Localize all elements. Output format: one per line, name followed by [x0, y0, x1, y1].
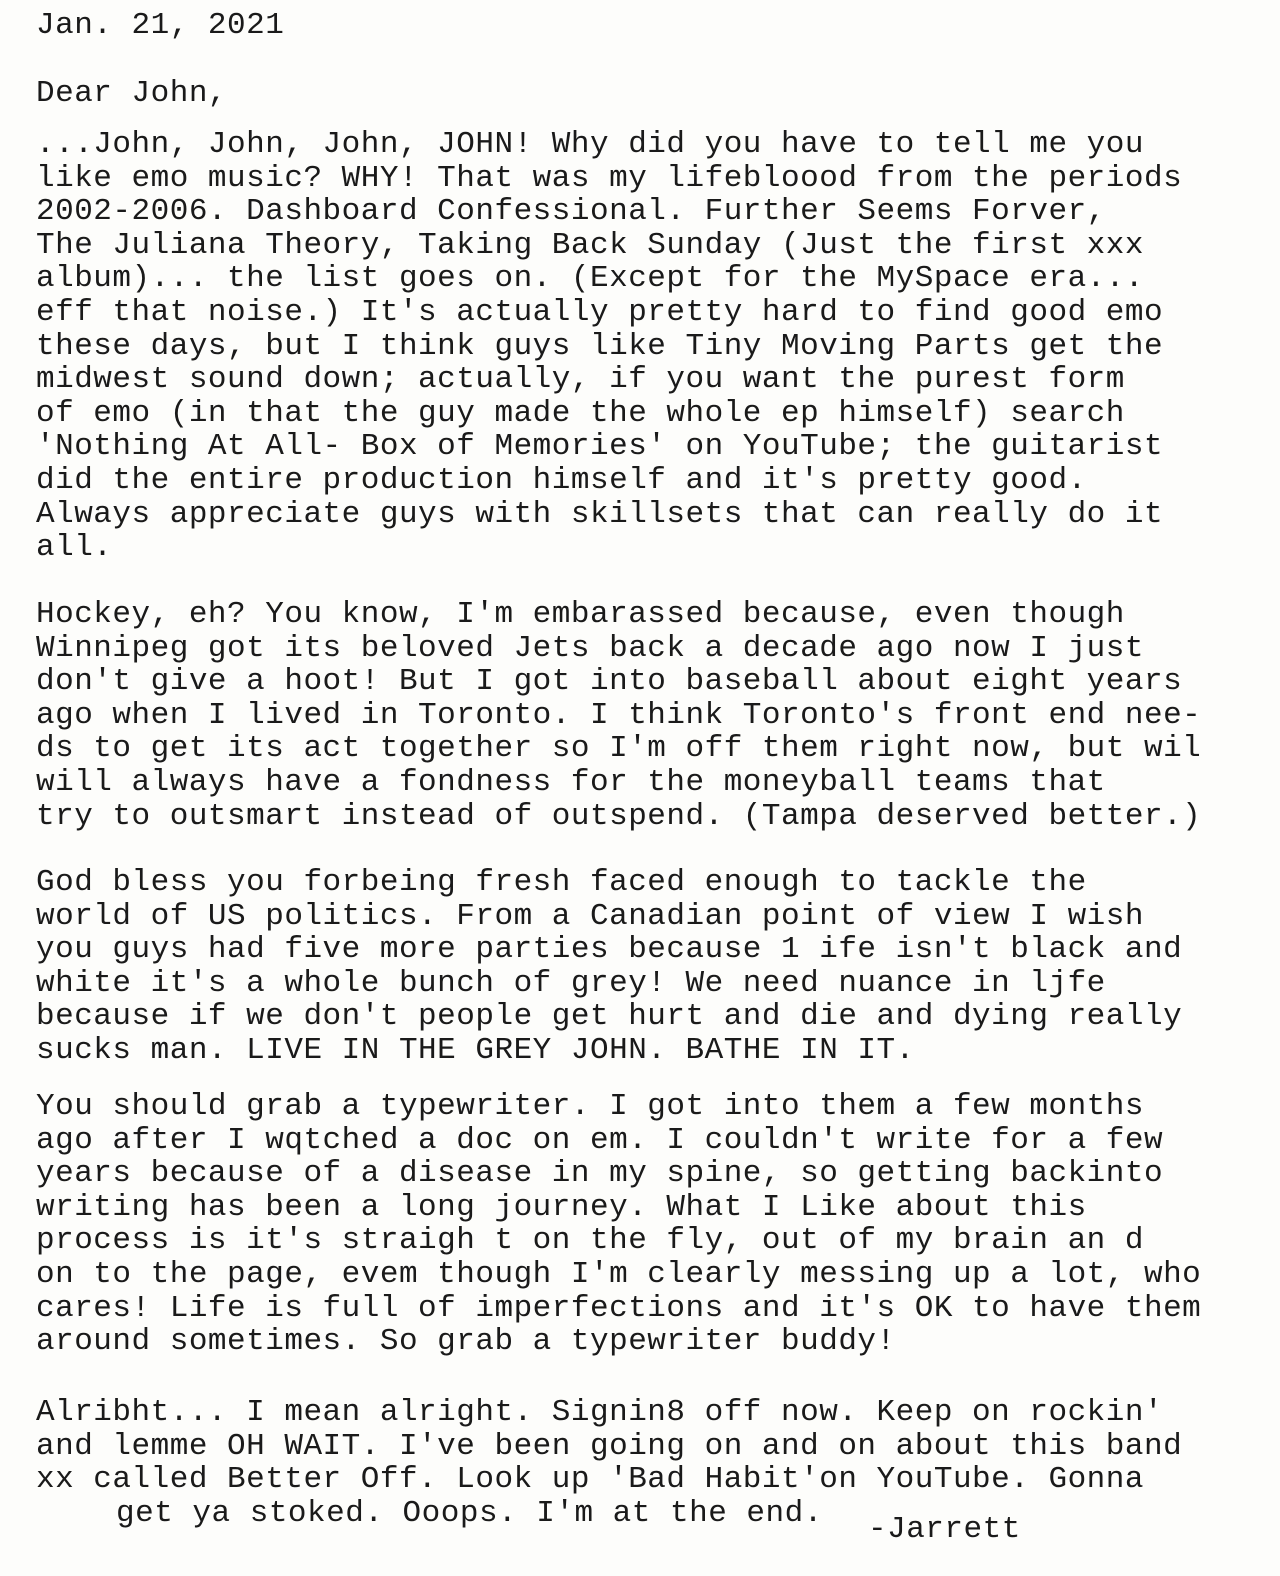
- text-line: these days, but I think guys like Tiny Moving Parts get the: [36, 328, 1164, 364]
- text-line: like emo music? WHY! That was my lifebloood from the periods: [36, 160, 1183, 196]
- text-line: xx called Better Off. Look up 'Bad Habit'on YouTube. Gonna: [36, 1462, 1144, 1498]
- text-line: ...John, John, John, JOHN! Why did you have to tell me you: [36, 127, 1144, 162]
- text-line: writing has been a long journey. What I Like about this: [36, 1189, 1087, 1225]
- text-line: on to the page, evem though I'm clearly messing up a lot, who: [36, 1256, 1202, 1292]
- text-line: sucks man. LIVE IN THE GREY JOHN. BATHE IN IT.: [36, 1032, 915, 1068]
- text-line: world of US politics. From a Canadian point of view I wish: [36, 898, 1144, 934]
- signature: -Jarrett: [868, 1512, 1021, 1547]
- text-line: will always have a fondness for the moneyball teams that: [36, 764, 1106, 800]
- text-line: ago after I wqtched a doc on em. I couldn't write for a few: [36, 1122, 1164, 1158]
- text-line: Alribht... I mean alright. Signin8 off now. Keep on rockin': [36, 1395, 1164, 1430]
- paragraph-emo: [36, 128, 1182, 565]
- paragraph-hockey: [36, 598, 1201, 833]
- text-line: white it's a whole bunch of grey! We need nuance in ljfe: [36, 965, 1106, 1001]
- text-line: Hockey, eh? You know, I'm embarassed because, even though: [36, 597, 1125, 632]
- text-line: ds to get its act together so I'm off them right now, but wil: [36, 731, 1202, 767]
- text-line: You should grab a typewriter. I got into them a few months: [36, 1089, 1144, 1124]
- paragraph-signoff: [36, 1396, 1182, 1530]
- text-line: 2002-2006. Dashboard Confessional. Further Seems Forver,: [36, 194, 1106, 230]
- text-line: years because of a disease in my spine, so getting backinto: [36, 1156, 1164, 1192]
- text-line: Always appreciate guys with skillsets that can really do it: [36, 496, 1164, 532]
- text-line: ago when I lived in Toronto. I think Toronto's front end nee-: [36, 697, 1202, 733]
- letter-date: Jan. 21, 2021: [36, 8, 285, 43]
- text-line: God bless you forbeing fresh faced enough to tackle the: [36, 865, 1087, 900]
- text-line: get ya stoked. Ooops. I'm at the end.: [116, 1495, 823, 1531]
- text-line: Winnipeg got its beloved Jets back a decade ago now I just: [36, 630, 1144, 666]
- text-line: you guys had five more parties because 1 ife isn't black and: [36, 932, 1183, 968]
- paragraph-politics: [36, 866, 1182, 1068]
- text-line: around sometimes. So grab a typewriter buddy!: [36, 1324, 896, 1360]
- text-line: process is it's straigh t on the fly, out of my brain an d: [36, 1223, 1144, 1259]
- letter-salutation: Dear John,: [36, 76, 228, 111]
- text-line: midwest sound down; actually, if you want the purest form: [36, 362, 1125, 398]
- text-line: of emo (in that the guy made the whole ep himself) search: [36, 395, 1125, 431]
- text-line: 'Nothing At All- Box of Memories' on YouTube; the guitarist: [36, 429, 1164, 465]
- paragraph-typewriter: [36, 1090, 1201, 1359]
- text-line: try to outsmart instead of outspend. (Tampa deserved better.): [36, 798, 1202, 834]
- text-line: eff that noise.) It's actually pretty hard to find good emo: [36, 294, 1164, 330]
- text-line: all.: [36, 530, 113, 566]
- text-line: The Juliana Theory, Taking Back Sunday (Just the first xxx: [36, 227, 1144, 263]
- text-line: cares! Life is full of imperfections and it's OK to have them: [36, 1290, 1202, 1326]
- text-line: and lemme OH WAIT. I've been going on and on about this band: [36, 1428, 1183, 1464]
- text-line: don't give a hoot! But I got into baseball about eight years: [36, 664, 1183, 700]
- text-line: because if we don't people get hurt and die and dying really: [36, 999, 1183, 1035]
- text-line: album)... the list goes on. (Except for the MySpace era...: [36, 261, 1144, 297]
- text-line: did the entire production himself and it's pretty good.: [36, 462, 1087, 498]
